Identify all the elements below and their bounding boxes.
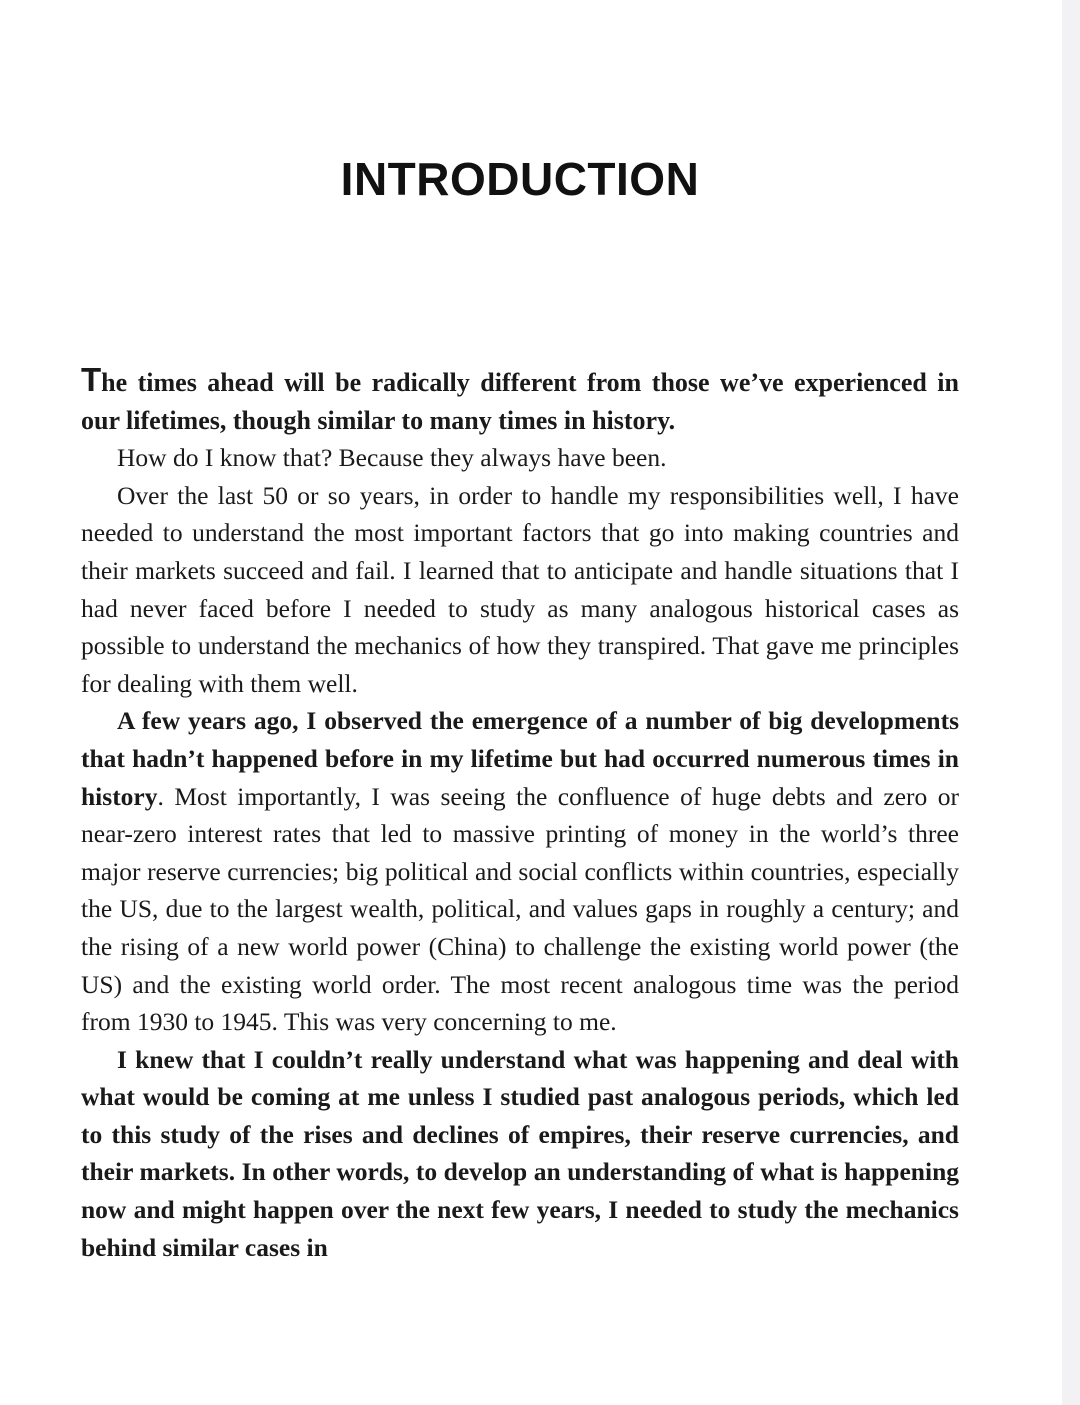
paragraph-3-emphasis: A few years ago, I observed the emergence of a number of big developments that hadn’t happened before in my lifetime but had occurred numerous times in history <box>81 706 959 811</box>
drop-cap: T <box>81 361 102 398</box>
chapter-body <box>81 361 959 1266</box>
paragraph-1: How do I know that? Because they always have been. <box>117 443 667 473</box>
paragraph-4: I knew that I couldn’t really understand what was happening and deal with what would be coming at me unless I studied past analogous periods, which led to this study of the rises and declines of empires, their reserve currencies, and their markets. In other words, to develop an understanding of what is happening now and might happen over the next few years, I needed to study the mechanics behind similar cases in <box>81 1044 959 1262</box>
paragraph-3-text: . Most importantly, I was seeing the confluence of huge debts and zero or near-zero interest rates that led to massive printing of money in the world’s three major reserve currencies; big political and social conflicts within countries, especially the US, due to the largest wealth, political, and values gaps in roughly a century; and the rising of a new world power (China) to challenge the existing world power (the US) and the existing world order. The most recent analogous time was the period from 1930 to 1945. This was very concerning to me. <box>81 781 959 1037</box>
paragraph-3 <box>81 702 959 1040</box>
paragraph-2: Over the last 50 or so years, in order to handle my responsibilities well, I have needed to understand the most important factors that go into making countries and their markets succeed and fail. I learned that to anticipate and handle situations that I had never faced before I needed to study as many analogous historical cases as possible to understand the mechanics of how they transpired. That gave me principles for dealing with them well. <box>81 480 959 698</box>
opening-sentence <box>81 361 959 439</box>
chapter-title: INTRODUCTION <box>340 153 700 205</box>
opening-sentence-text: he times ahead will be radically different from those we’ve experienced in our lifetimes, though similar to many times in history. <box>81 368 959 435</box>
page-edge-gutter <box>1062 0 1080 1405</box>
